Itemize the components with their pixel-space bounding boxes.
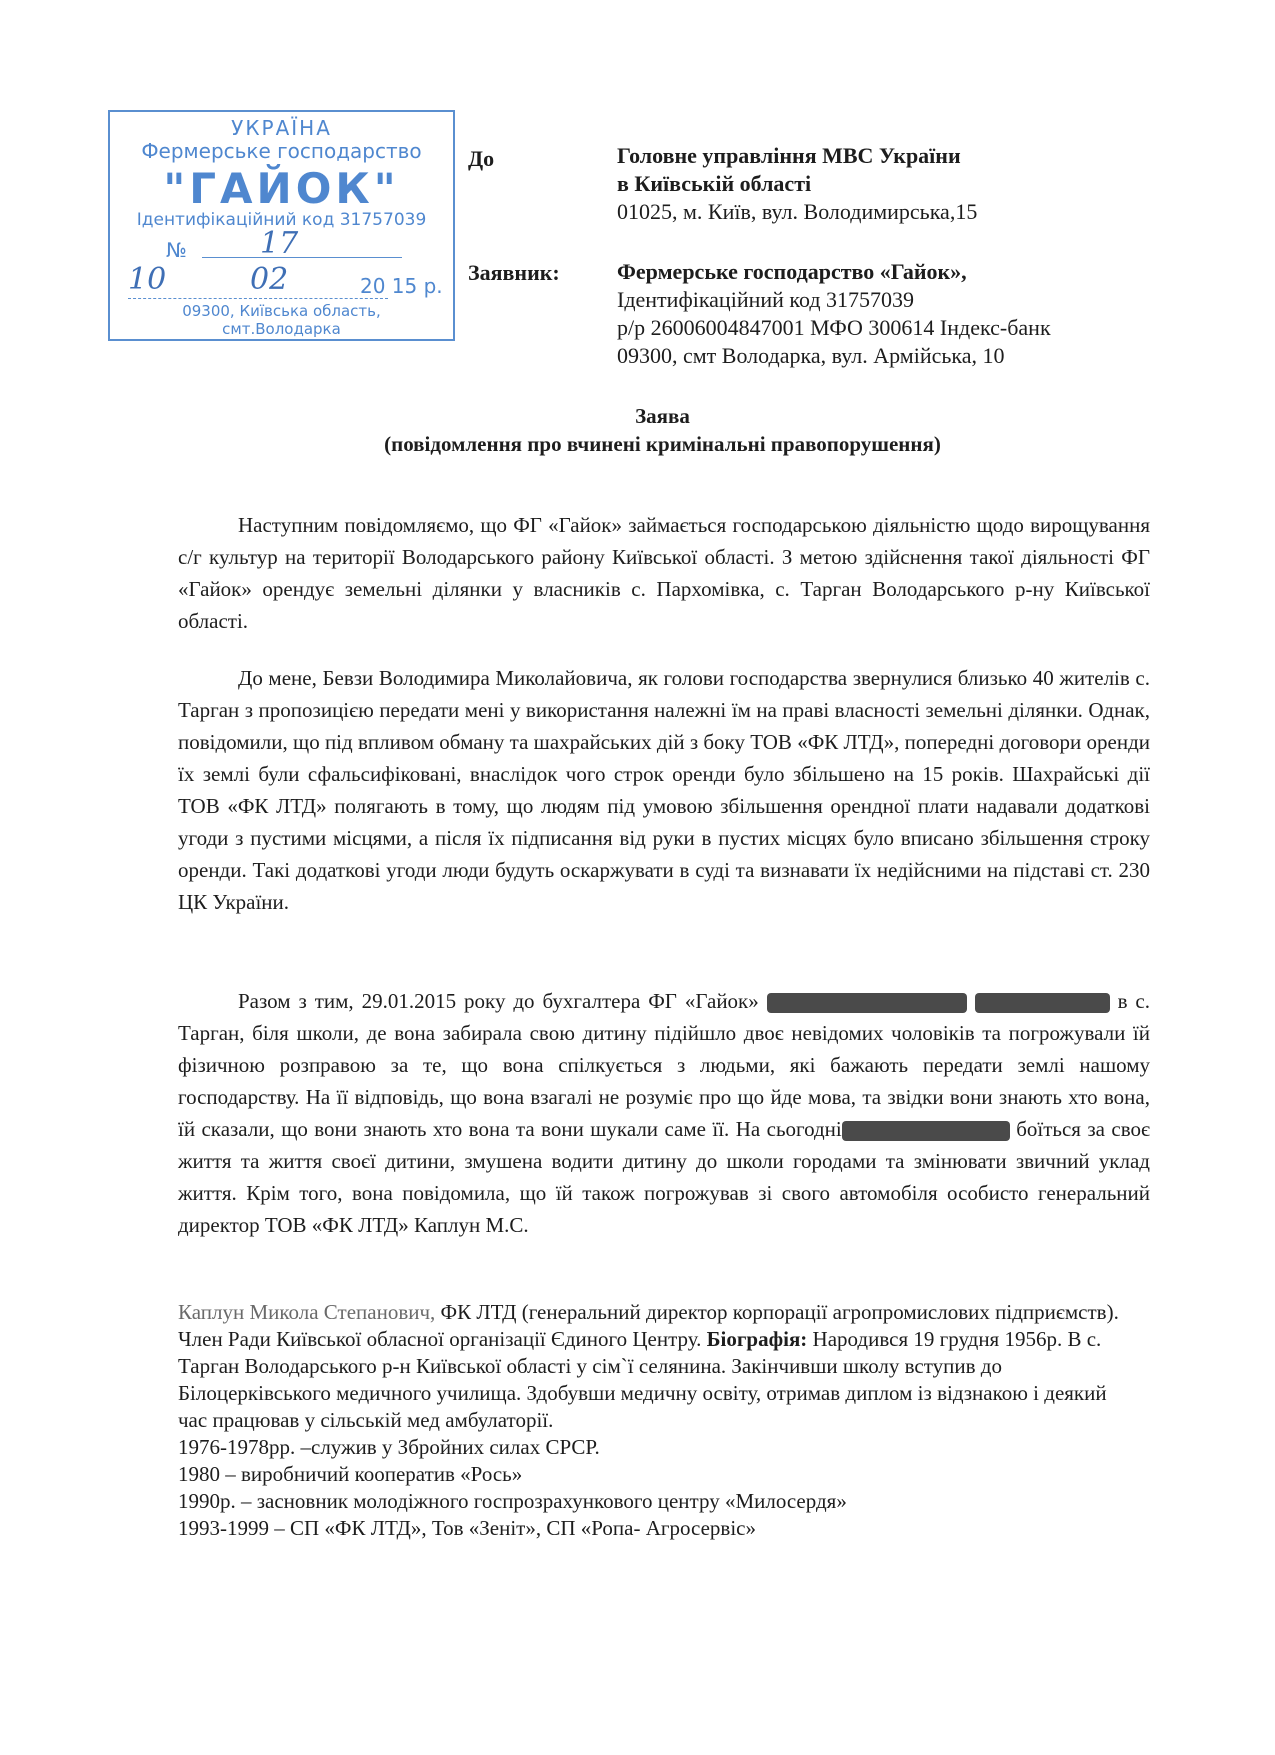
applicant-line2: Ідентифікаційний код 31757039 — [617, 287, 915, 312]
document-subtitle: (повідомлення про вчинені кримінальні правопорушення) — [384, 432, 941, 456]
paragraph-3-part-c: боїться за своє життя та життя своєї дитини, змушена водити дитину до школи городами та змінювати звичний уклад життя. Крім того, вона повідомила, що їй також погрожував зі свого автомобіля особисто генеральний директор ТОВ «ФК ЛТД» Каплун М.С. — [178, 1117, 1150, 1237]
bio-label: Біографія: — [706, 1327, 808, 1351]
stamp-year: 20 15 р. — [360, 274, 443, 298]
bio-intro: ФК ЛТД (генеральний директор корпорації агропромислових підприємств). Член Ради Київської обласної організації Єдиного Центру. — [178, 1300, 1119, 1351]
recipient-address: 01025, м. Київ, вул. Володимирська,15 — [617, 199, 978, 224]
biography-block — [178, 1299, 1138, 1542]
bio-entry: 1980 – виробничий кооператив «Рось» — [178, 1462, 523, 1486]
paragraph-1-text: Наступним повідомляємо, що ФГ «Гайок» займається господарською діяльністю щодо вирощування с/г культур на території Володарського району Київської області. З метою здійснення такої діяльності ФГ «Гайок» орендує земельні ділянки у власників с. Пархомівка, с. Тарган Володарського р-ну Київської області. — [178, 513, 1150, 633]
paragraph-2 — [178, 662, 1150, 918]
bio-entry: 1993-1999 – СП «ФК ЛТД», Тов «Зеніт», СП «Ропа- Агросервіс» — [178, 1516, 756, 1540]
stamp-number-value: 17 — [260, 226, 299, 261]
stamp-address-line2: смт.Володарка — [222, 320, 341, 338]
paragraph-1 — [178, 509, 1150, 637]
bio-entry: 1990р. – засновник молодіжного госпрозрахункового центру «Милосердя» — [178, 1489, 847, 1513]
stamp-country: УКРАЇНА — [231, 116, 332, 140]
stamp-name: "ГАЙОК" — [163, 164, 400, 213]
stamp-number-underline — [202, 257, 402, 258]
stamp-date-underline — [128, 298, 388, 299]
stamp-number-label: № — [166, 238, 187, 262]
paragraph-2-text: До мене, Бевзи Володимира Миколайовича, як голови господарства звернулися близько 40 жителів с. Тарган з пропозицією передати мені у використання належні їм на праві власності земельні ділянки. Однак, повідомили, що під впливом обману та шахрайських дій з боку ТОВ «ФК ЛТД», попередні договори оренди їх землі були сфальсифіковані, внаслідок чого строк оренди було збільшено на 15 років. Шахрайські дії ТОВ «ФК ЛТД» полягають в тому, що людям під умовою збільшення орендної плати надавали додаткові угоди з пустими місцями, а після їх підписання від руки в пустих місцях було вписано збільшення строку оренди. Такі додаткові угоди люди будуть оскаржувати в суді та визнавати їх недійсними на підставі ст. 230 ЦК України. — [178, 666, 1150, 914]
applicant-line4: 09300, смт Володарка, вул. Армійська, 10 — [617, 343, 1005, 368]
document-title: Заява — [635, 404, 690, 428]
stamp-code: Ідентифікаційний код 31757039 — [136, 210, 427, 230]
to-label: До — [468, 146, 495, 171]
stamp-month: 02 — [250, 262, 289, 297]
paragraph-3-part-a: Разом з тим, 29.01.2015 року до бухгалтера ФГ «Гайок» — [238, 989, 759, 1013]
stamp-day: 10 — [128, 262, 167, 297]
stamp-address-line1: 09300, Київська область, — [182, 302, 381, 320]
paragraph-3 — [178, 985, 1150, 1241]
redaction-3 — [842, 1121, 1010, 1141]
applicant-line3: р/р 26006004847001 МФО 300614 Індекс-банк — [617, 315, 1051, 340]
paragraph-3-part-b: в с. Тарган, біля школи, де вона забирала свою дитину підійшло двоє невідомих чоловіків та погрожували їй фізичною розправою за те, що вона спілкується з людьми, які бажають передати землі нашому господарству. На її відповідь, що вона взагалі не розуміє про що йде мова, та звідки вони знають хто вона, їй сказали, що вони знають хто вона та вони шукали саме її. На сьогодні — [178, 989, 1150, 1141]
recipient-line2: в Київській області — [617, 171, 812, 196]
redaction-2 — [975, 993, 1110, 1013]
applicant-label: Заявник: — [468, 260, 560, 285]
recipient-block — [617, 142, 977, 226]
bio-text: Народився 19 грудня 1956р. В с. Тарган Володарського р-н Київської області у сім`ї селянина. Закінчивши школу вступив до Білоцерківського медичного училища. Здобувши медичну освіту, отримав диплом із відзнакою і деякий час працював у сільській мед амбулаторії. — [178, 1327, 1107, 1432]
recipient-line1: Головне управління МВС України — [617, 143, 961, 168]
applicant-line1: Фермерське господарство «Гайок», — [617, 259, 967, 284]
redaction-1 — [767, 993, 967, 1013]
farm-stamp — [108, 110, 455, 341]
bio-entry: 1976-1978рр. –служив у Збройних силах СРСР. — [178, 1435, 600, 1459]
stamp-type: Фермерське господарство — [141, 139, 422, 163]
bio-name: Каплун Микола Степанович, — [178, 1300, 436, 1324]
paragraph-3-text — [178, 985, 1150, 1241]
applicant-block — [617, 258, 1051, 370]
